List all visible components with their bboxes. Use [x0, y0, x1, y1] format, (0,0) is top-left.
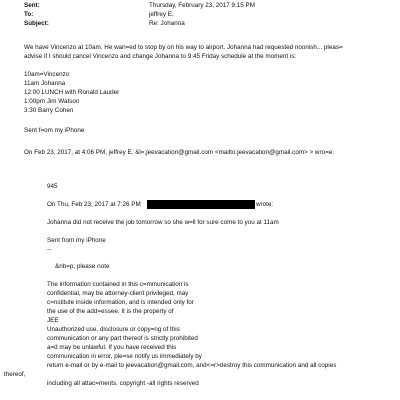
schedule-item: 1:00pm Jim Watson — [24, 98, 80, 105]
sent-from-line: Sent f=om my iPhone — [24, 127, 85, 134]
disclaimer-line: the use of the add=essee. It is the property of — [47, 308, 174, 315]
redaction-bar — [147, 200, 255, 209]
schedule-item: 10am=Vincenzo — [24, 71, 70, 78]
quoted-attribution-suffix: wrote: — [256, 201, 274, 208]
disclaimer-line: Unauthorized use, disclosure or copy=ng of this — [47, 326, 180, 333]
sent-value: Thursday, February 23, 2017 9:15 PM — [149, 2, 255, 9]
quoted-message: Johanna did not receive the job tomorrow so she w=ll for sure come to you at 11am — [47, 219, 279, 226]
body-paragraph-line-1: We have Vincenzo at 10am. He wan=ed to stop by on his way to airport. Johanna had requested noonish... pleas= — [24, 44, 343, 51]
disclaimer-copyright: including all attac=ments. copyright -all rights reserved — [47, 380, 199, 387]
quoted-sent-from: Sent from my iPhone — [47, 237, 106, 244]
disclaimer-line: The information contained in this c=mmunication is — [47, 281, 189, 288]
disclaimer-thereof: thereof, — [4, 371, 26, 378]
schedule-item: 11am Johanna — [24, 80, 66, 87]
schedule-item: 3:30 Barry Cohen — [24, 107, 74, 114]
disclaimer-line: communication or any part thereof is strictly prohibited — [47, 335, 198, 342]
body-paragraph-line-2: advise if I should cancel Vincenzo and change Johanna to 9:45 Friday schedule at the moment is: — [24, 53, 297, 60]
quoted-code: 945 — [47, 183, 58, 190]
disclaimer-line: return e-mail or by e-mail to jeevacation@gmail.com, and<=r>destroy this communication and all copies — [47, 362, 337, 369]
schedule-item: 12:00 LUNCH with Ronald Lauder — [24, 89, 120, 96]
reply-attribution: On Feb 23, 2017, at 4:06 PM, jeffrey E. &l=;jeevacation@gmail.com <mailto:jeevacation@gmail.com> > wro=e: — [24, 149, 335, 156]
quoted-attribution-prefix: On Thu, Feb 23, 2017 at 7:26 PM — [47, 201, 141, 208]
to-value: jeffrey E. — [149, 11, 174, 18]
disclaimer-line: communication in error, ple=se notify us immediately by — [47, 353, 202, 360]
subject-value: Re: Johanna — [149, 20, 185, 27]
sent-label: Sent: — [24, 2, 40, 9]
subject-label: Subject: — [24, 20, 49, 27]
quoted-dashes: -- — [47, 246, 52, 253]
email-header — [24, 2, 384, 28]
to-label: To: — [24, 11, 34, 18]
disclaimer-line: confidential, may be attorney-client privileged, may — [47, 290, 189, 297]
disclaimer-line: a=d may be unlawful. If you have received this — [47, 344, 177, 351]
quoted-note: &nb=p; please note — [55, 263, 110, 270]
disclaimer-line: JEE — [47, 317, 59, 324]
disclaimer-line: c=nstitute inside information, and is intended only for — [47, 299, 194, 306]
